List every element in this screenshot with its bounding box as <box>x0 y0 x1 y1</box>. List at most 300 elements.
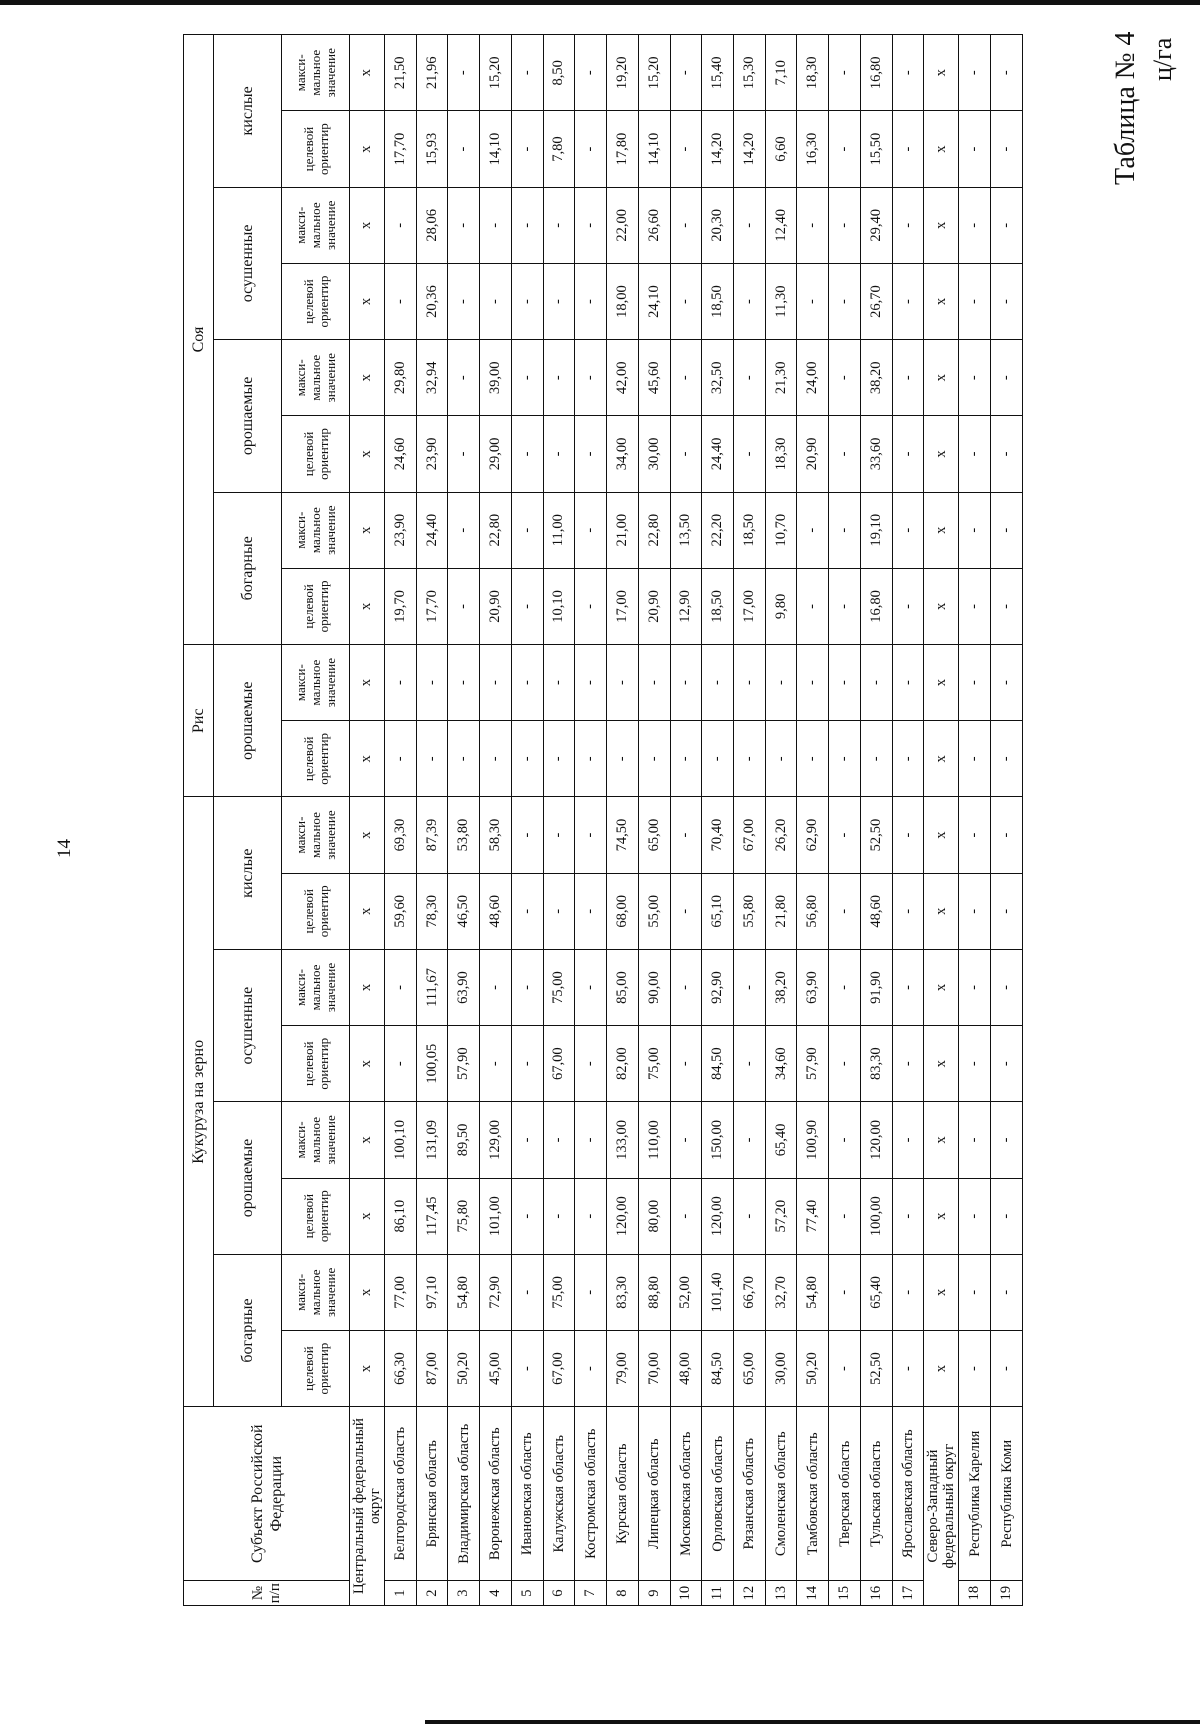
table-cell: 100,05 <box>416 1026 448 1102</box>
table-cell: - <box>575 949 607 1025</box>
table-cell: - <box>959 1026 991 1102</box>
district-cell: х <box>350 35 385 111</box>
table-cell: 67,00 <box>543 1330 575 1406</box>
table-row <box>448 35 480 1606</box>
row-subject-name: Орловская область <box>702 1407 734 1581</box>
table-row <box>607 35 639 1606</box>
table-cell: 70,40 <box>702 797 734 873</box>
table-cell: - <box>829 492 861 568</box>
table-cell: 9,80 <box>765 568 797 644</box>
table-cell: 15,20 <box>638 35 670 111</box>
table-cell: 52,50 <box>860 1330 892 1406</box>
district-cell: х <box>350 111 385 187</box>
district-cell: х <box>924 1254 959 1330</box>
column-header-max: макси-мальное значение <box>282 797 350 873</box>
row-subject-name: Курская область <box>607 1407 639 1581</box>
column-header-row <box>282 35 350 1606</box>
table-cell: - <box>892 568 924 644</box>
table-cell: 129,00 <box>480 1102 512 1178</box>
table-row <box>702 35 734 1606</box>
column-header-max: макси-мальное значение <box>282 1254 350 1330</box>
table-cell: - <box>892 35 924 111</box>
district-cell: х <box>924 645 959 721</box>
table-cell: - <box>959 797 991 873</box>
table-cell: 83,30 <box>607 1254 639 1330</box>
table-cell: - <box>543 873 575 949</box>
table-cell: - <box>511 1102 543 1178</box>
table-row <box>860 35 892 1606</box>
table-cell: - <box>448 35 480 111</box>
column-header-target: целевой ориентир <box>282 873 350 949</box>
table-cell: - <box>829 187 861 263</box>
table-cell: 17,70 <box>416 568 448 644</box>
table-row <box>670 35 702 1606</box>
table-cell: 68,00 <box>607 873 639 949</box>
table-row <box>416 35 448 1606</box>
table-cell: - <box>797 721 829 797</box>
table-cell: 100,00 <box>860 1178 892 1254</box>
row-number: 1 <box>384 1581 416 1606</box>
table-cell: 67,00 <box>733 797 765 873</box>
table-cell: - <box>575 187 607 263</box>
table-cell: - <box>959 1178 991 1254</box>
table-cell: 30,00 <box>765 1330 797 1406</box>
table-cell: - <box>511 873 543 949</box>
table-row <box>575 35 607 1606</box>
table-cell: 77,00 <box>384 1254 416 1330</box>
table-cell: 12,40 <box>765 187 797 263</box>
row-number: 17 <box>892 1581 924 1606</box>
table-cell: - <box>384 187 416 263</box>
table-cell: - <box>480 721 512 797</box>
table-cell: 19,20 <box>607 35 639 111</box>
table-cell: 24,40 <box>702 416 734 492</box>
column-header-target: целевой ориентир <box>282 721 350 797</box>
table-cell: 11,00 <box>543 492 575 568</box>
table-cell: - <box>892 187 924 263</box>
table-cell: - <box>829 797 861 873</box>
column-header-max: макси-мальное значение <box>282 645 350 721</box>
table-cell: 84,50 <box>702 1330 734 1406</box>
table-cell: - <box>511 949 543 1025</box>
table-cell: - <box>991 1254 1023 1330</box>
table-cell: 24,60 <box>384 416 416 492</box>
table-cell: - <box>959 492 991 568</box>
table-cell: 75,80 <box>448 1178 480 1254</box>
column-header-max: макси-мальное значение <box>282 1102 350 1178</box>
district-row <box>924 35 959 1606</box>
table-cell: - <box>959 568 991 644</box>
table-cell: 87,00 <box>416 1330 448 1406</box>
table-cell: 86,10 <box>384 1178 416 1254</box>
header-sub-corn-drained: осушенные <box>214 949 282 1101</box>
table-row <box>384 35 416 1606</box>
table-cell: - <box>991 721 1023 797</box>
table-cell: - <box>480 1026 512 1102</box>
table-cell: - <box>733 263 765 339</box>
row-subject-name: Московская область <box>670 1407 702 1581</box>
column-header-max: макси-мальное значение <box>282 35 350 111</box>
table-cell: - <box>670 263 702 339</box>
table-cell: 7,80 <box>543 111 575 187</box>
table-cell: - <box>892 492 924 568</box>
table-cell: 48,60 <box>860 873 892 949</box>
table-cell: - <box>829 111 861 187</box>
table-cell: 21,30 <box>765 340 797 416</box>
district-cell: х <box>350 1330 385 1406</box>
table-cell: - <box>892 873 924 949</box>
table-cell: - <box>892 1026 924 1102</box>
table-cell: - <box>416 645 448 721</box>
header-crop-rice: Рис <box>184 645 214 797</box>
table-cell: 38,20 <box>765 949 797 1025</box>
table-cell: - <box>511 645 543 721</box>
row-subject-name: Костромская область <box>575 1407 607 1581</box>
table-cell: - <box>829 873 861 949</box>
table-cell: 88,80 <box>638 1254 670 1330</box>
table-cell: - <box>959 1102 991 1178</box>
table-cell: - <box>991 1102 1023 1178</box>
district-cell: х <box>924 111 959 187</box>
table-cell: 18,50 <box>702 263 734 339</box>
table-row <box>959 35 991 1606</box>
table-cell: 21,80 <box>765 873 797 949</box>
district-cell: х <box>924 416 959 492</box>
table-cell: - <box>829 568 861 644</box>
row-number: 3 <box>448 1581 480 1606</box>
district-row <box>350 35 385 1606</box>
table-cell: 32,94 <box>416 340 448 416</box>
table-cell: - <box>416 721 448 797</box>
table-cell: - <box>797 568 829 644</box>
district-cell: х <box>924 949 959 1025</box>
table-cell: - <box>575 1330 607 1406</box>
district-cell: х <box>350 263 385 339</box>
table-cell: 10,70 <box>765 492 797 568</box>
table-cell: 15,50 <box>860 111 892 187</box>
table-cell: - <box>959 416 991 492</box>
table-cell: - <box>829 1026 861 1102</box>
district-cell: х <box>924 35 959 111</box>
header-sub-soy-irrigated: орошаемые <box>214 340 282 492</box>
table-cell: - <box>959 721 991 797</box>
table-cell: - <box>607 721 639 797</box>
table-cell: - <box>575 873 607 949</box>
column-header-target: целевой ориентир <box>282 416 350 492</box>
table-cell: 57,90 <box>797 1026 829 1102</box>
table-cell: 38,20 <box>860 340 892 416</box>
table-cell: 18,50 <box>733 492 765 568</box>
table-cell: 26,20 <box>765 797 797 873</box>
table-row <box>991 35 1023 1606</box>
table-cell: 50,20 <box>448 1330 480 1406</box>
row-subject-name: Калужская область <box>543 1407 575 1581</box>
table-cell: - <box>638 721 670 797</box>
table-cell: - <box>991 187 1023 263</box>
row-subject-name: Ярославская область <box>892 1407 924 1581</box>
table-cell: 57,20 <box>765 1178 797 1254</box>
table-cell: 67,00 <box>543 1026 575 1102</box>
table-cell: - <box>511 721 543 797</box>
column-header-target: целевой ориентир <box>282 1026 350 1102</box>
table-cell: 21,96 <box>416 35 448 111</box>
table-cell: 8,50 <box>543 35 575 111</box>
table-cell: - <box>575 111 607 187</box>
header-sub-soy-drained: осушенные <box>214 187 282 339</box>
district-cell: х <box>350 416 385 492</box>
table-cell: 111,67 <box>416 949 448 1025</box>
table-cell: - <box>384 263 416 339</box>
row-number: 14 <box>797 1581 829 1606</box>
table-cell: 22,80 <box>480 492 512 568</box>
table-cell: 65,00 <box>733 1330 765 1406</box>
table-cell: 87,39 <box>416 797 448 873</box>
table-cell: - <box>511 263 543 339</box>
table-cell: - <box>892 1178 924 1254</box>
table-cell: - <box>733 645 765 721</box>
row-number: 2 <box>416 1581 448 1606</box>
table-cell: - <box>511 340 543 416</box>
table-cell: - <box>575 645 607 721</box>
table-cell: 29,00 <box>480 416 512 492</box>
header-subject: Субъект Российской Федерации <box>184 1407 350 1581</box>
table-body <box>350 35 1023 1606</box>
table-cell: 14,10 <box>480 111 512 187</box>
column-header-target: целевой ориентир <box>282 263 350 339</box>
table-cell: - <box>575 797 607 873</box>
table-cell: - <box>991 35 1023 111</box>
table-cell: 120,00 <box>860 1102 892 1178</box>
table-cell: - <box>959 949 991 1025</box>
table-cell: 20,30 <box>702 187 734 263</box>
table-cell: - <box>702 721 734 797</box>
table-cell: - <box>765 721 797 797</box>
table-cell: 110,00 <box>638 1102 670 1178</box>
table-cell: - <box>511 568 543 644</box>
table-cell: 24,00 <box>797 340 829 416</box>
row-subject-name: Республика Коми <box>991 1407 1023 1581</box>
table-cell: - <box>511 1178 543 1254</box>
table-cell: - <box>511 797 543 873</box>
table-cell: 26,60 <box>638 187 670 263</box>
table-cell: 92,90 <box>702 949 734 1025</box>
table-cell: 14,20 <box>733 111 765 187</box>
table-cell: - <box>575 568 607 644</box>
table-cell: - <box>959 111 991 187</box>
row-number: 12 <box>733 1581 765 1606</box>
table-cell: - <box>991 111 1023 187</box>
table-cell: - <box>511 111 543 187</box>
table-cell: - <box>575 416 607 492</box>
table-cell: 14,20 <box>702 111 734 187</box>
table-cell: 20,90 <box>797 416 829 492</box>
table-cell: - <box>543 1102 575 1178</box>
column-header-max: макси-мальное значение <box>282 949 350 1025</box>
table-cell: - <box>991 263 1023 339</box>
table-cell: - <box>829 340 861 416</box>
row-subject-name: Воронежская область <box>480 1407 512 1581</box>
row-subject-name: Ивановская область <box>511 1407 543 1581</box>
district-cell: х <box>924 263 959 339</box>
district-cell: х <box>350 492 385 568</box>
table-cell: 65,40 <box>765 1102 797 1178</box>
table-cell: 26,70 <box>860 263 892 339</box>
table-cell: 150,00 <box>702 1102 734 1178</box>
table-cell: 91,90 <box>860 949 892 1025</box>
table-cell: 65,00 <box>638 797 670 873</box>
table-cell: 12,90 <box>670 568 702 644</box>
table-cell: - <box>670 1178 702 1254</box>
table-cell: - <box>959 1254 991 1330</box>
table-cell: - <box>448 492 480 568</box>
table-cell: - <box>670 1026 702 1102</box>
column-header-max: макси-мальное значение <box>282 187 350 263</box>
header-sub-rice-irrigated: орошаемые <box>214 645 282 797</box>
table-cell: 18,50 <box>702 568 734 644</box>
header-crop-corn: Кукуруза на зерно <box>184 797 214 1407</box>
row-number: 5 <box>511 1581 543 1606</box>
row-number: 18 <box>959 1581 991 1606</box>
table-cell: 54,80 <box>448 1254 480 1330</box>
table-cell: 72,90 <box>480 1254 512 1330</box>
district-cell: х <box>350 1102 385 1178</box>
row-number: 15 <box>829 1581 861 1606</box>
district-cell: х <box>350 873 385 949</box>
table-cell: - <box>860 721 892 797</box>
table-cell: - <box>733 416 765 492</box>
table-cell: - <box>892 1254 924 1330</box>
table-cell: - <box>670 187 702 263</box>
table-cell: 78,30 <box>416 873 448 949</box>
table-cell: - <box>543 263 575 339</box>
table-cell: 32,70 <box>765 1254 797 1330</box>
table-cell: 28,06 <box>416 187 448 263</box>
table-cell: 56,80 <box>797 873 829 949</box>
table-cell: - <box>829 949 861 1025</box>
table-cell: - <box>733 340 765 416</box>
table-cell: - <box>829 416 861 492</box>
table-cell: - <box>480 645 512 721</box>
table-cell: 89,50 <box>448 1102 480 1178</box>
table-cell: - <box>733 187 765 263</box>
row-number: 8 <box>607 1581 639 1606</box>
table-cell: - <box>448 187 480 263</box>
table-cell: - <box>892 721 924 797</box>
table-cell: 70,00 <box>638 1330 670 1406</box>
table-cell: - <box>860 645 892 721</box>
table-cell: - <box>829 1102 861 1178</box>
table-cell: - <box>892 416 924 492</box>
table-cell: - <box>511 1254 543 1330</box>
row-number: 9 <box>638 1581 670 1606</box>
table-cell: 18,00 <box>607 263 639 339</box>
table-cell: 23,90 <box>416 416 448 492</box>
table-cell: - <box>543 645 575 721</box>
table-cell: - <box>733 1102 765 1178</box>
table-cell: - <box>670 797 702 873</box>
unit-label: ц/га <box>1148 37 1177 81</box>
district-cell: х <box>350 340 385 416</box>
row-number: 19 <box>991 1581 1023 1606</box>
table-cell: 11,30 <box>765 263 797 339</box>
table-cell: - <box>892 1330 924 1406</box>
table-row <box>733 35 765 1606</box>
district-name: Северо-Западный федеральный округ <box>924 1407 959 1606</box>
table-cell: - <box>991 1178 1023 1254</box>
table-cell: - <box>991 1330 1023 1406</box>
table-cell: 83,30 <box>860 1026 892 1102</box>
table-cell: - <box>959 35 991 111</box>
table-cell: - <box>384 721 416 797</box>
table-cell: 75,00 <box>543 949 575 1025</box>
table-cell: 46,50 <box>448 873 480 949</box>
header-sub-soy-rainfed: богарные <box>214 492 282 644</box>
table-cell: - <box>384 645 416 721</box>
table-cell: - <box>991 340 1023 416</box>
table-cell: 120,00 <box>702 1178 734 1254</box>
table-cell: - <box>829 721 861 797</box>
table-cell: 18,30 <box>797 35 829 111</box>
district-cell: х <box>350 1178 385 1254</box>
table-cell: - <box>892 111 924 187</box>
header-sub-corn-irrigated: орошаемые <box>214 1102 282 1254</box>
table-cell: - <box>511 1026 543 1102</box>
table-cell: - <box>575 35 607 111</box>
table-cell: - <box>959 187 991 263</box>
table-cell: 65,10 <box>702 873 734 949</box>
table-row <box>892 35 924 1606</box>
table-cell: - <box>575 721 607 797</box>
table-cell: - <box>991 568 1023 644</box>
column-header-target: целевой ориентир <box>282 1178 350 1254</box>
table-cell: 20,36 <box>416 263 448 339</box>
table-cell: - <box>448 263 480 339</box>
table-cell: - <box>765 645 797 721</box>
table-cell: 32,50 <box>702 340 734 416</box>
table-cell: - <box>991 416 1023 492</box>
yield-table <box>183 34 1023 1606</box>
table-cell: 16,80 <box>860 568 892 644</box>
table-cell: - <box>797 263 829 339</box>
table-cell: - <box>543 340 575 416</box>
table-cell: - <box>575 340 607 416</box>
table-cell: 50,20 <box>797 1330 829 1406</box>
table-cell: - <box>959 1330 991 1406</box>
row-subject-name: Рязанская область <box>733 1407 765 1581</box>
table-cell: 133,00 <box>607 1102 639 1178</box>
table-cell: 14,10 <box>638 111 670 187</box>
table-cell: - <box>829 35 861 111</box>
table-cell: - <box>575 1026 607 1102</box>
district-cell: х <box>924 1102 959 1178</box>
table-cell: 45,00 <box>480 1330 512 1406</box>
table-cell: 63,90 <box>797 949 829 1025</box>
table-cell: 82,00 <box>607 1026 639 1102</box>
district-cell: х <box>350 645 385 721</box>
table-cell: 24,40 <box>416 492 448 568</box>
district-cell: х <box>924 568 959 644</box>
table-cell: - <box>991 1026 1023 1102</box>
table-cell: 101,00 <box>480 1178 512 1254</box>
district-cell: х <box>924 873 959 949</box>
table-cell: 19,70 <box>384 568 416 644</box>
table-cell: 77,40 <box>797 1178 829 1254</box>
table-row <box>829 35 861 1606</box>
table-cell: 20,90 <box>638 568 670 644</box>
table-cell: - <box>670 1102 702 1178</box>
table-cell: 7,10 <box>765 35 797 111</box>
table-cell: 97,10 <box>416 1254 448 1330</box>
